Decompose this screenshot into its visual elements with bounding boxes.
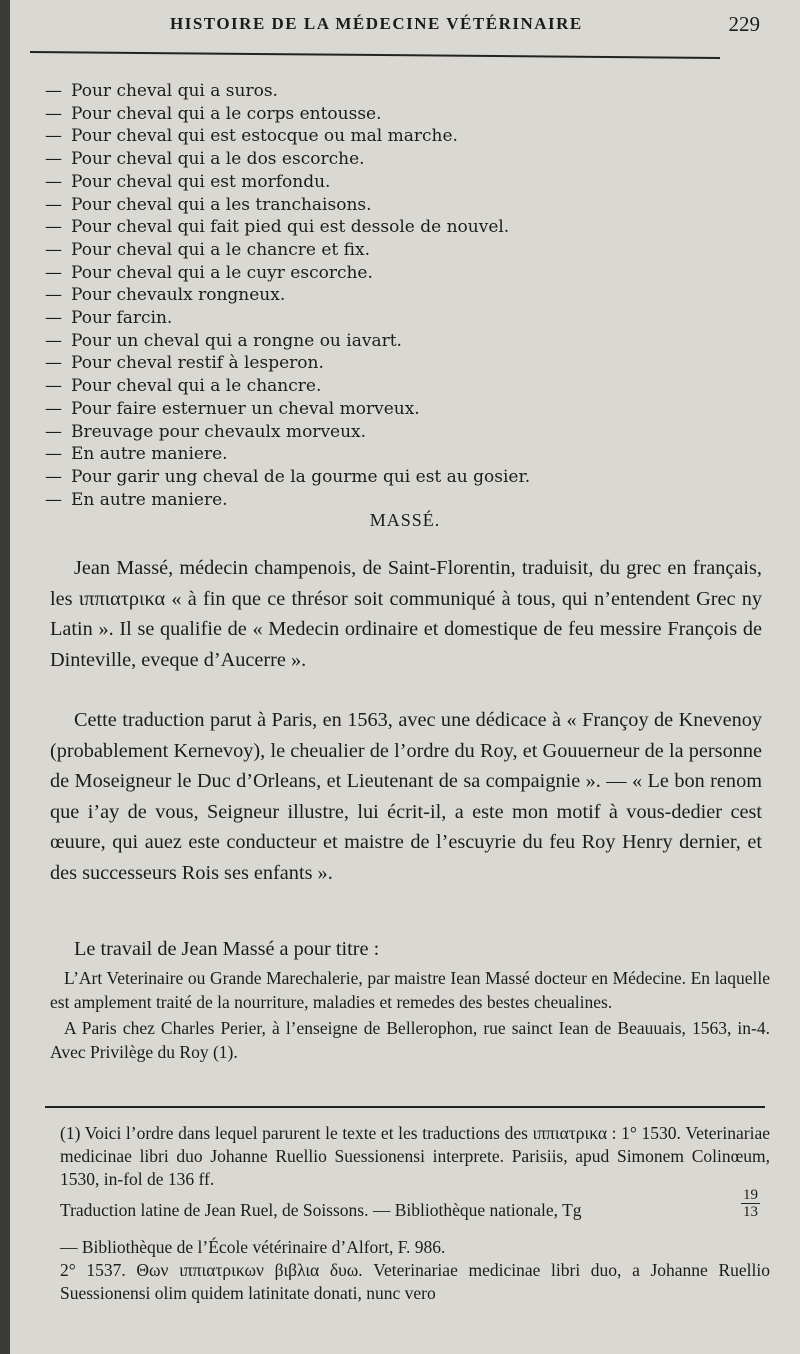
- shelfmark-fraction: $\frac{19}{13}$: [743, 1187, 758, 1220]
- list-item-text: Pour cheval qui est morfondu.: [71, 171, 331, 192]
- footnote-translation: Traduction latine de Jean Ruel, de Soissons. — Bibliothèque nationale, Tg $\frac{19}{13}$: [60, 1187, 758, 1220]
- list-item: [45, 421, 735, 444]
- list-item-text: Pour un cheval qui a rongne ou iavart.: [71, 330, 402, 351]
- list-item-text: Pour cheval qui a le corps entousse.: [71, 103, 382, 124]
- footnotes: [60, 1122, 770, 1305]
- list-item-text: Breuvage pour chevaulx morveux.: [71, 421, 367, 442]
- quote-imprint: A Paris chez Charles Perier, à l’enseigne de Bellerophon, rue sainct Iean de Beauuais, 1563, in-4. Avec Privilège du Roy (1).: [50, 1018, 770, 1062]
- list-dash: —: [45, 126, 62, 147]
- list-item: [45, 171, 735, 194]
- list-item: [45, 443, 735, 466]
- list-dash: —: [45, 171, 62, 192]
- list-item-text: Pour farcin.: [71, 308, 173, 329]
- list-item-text: Pour garir ung cheval de la gourme qui est au gosier.: [71, 466, 531, 487]
- list-dash: —: [45, 239, 62, 260]
- list-item-text: Pour cheval qui est estocque ou mal marche.: [71, 126, 458, 147]
- list-item: [45, 262, 735, 285]
- section-title: MASSÉ.: [369, 510, 441, 530]
- list-dash: —: [45, 376, 62, 397]
- list-item-text: Pour cheval qui a les tranchaisons.: [71, 194, 372, 215]
- list-dash: —: [45, 81, 62, 101]
- list-dash: —: [45, 466, 62, 487]
- list-item: [45, 352, 735, 375]
- list-item: [45, 80, 735, 103]
- list-item-text: Pour cheval qui a le chancre.: [71, 376, 322, 397]
- book-title-quote: [50, 966, 770, 1066]
- paragraph-2: Cette traduction parut à Paris, en 1563, avec une dédicace à « Françoy de Knevenoy (probablement Kernevoy), le cheualier de l’ordre du Roy, et Gouuerneur de la personne de Moseigneur le Duc d’Orleans, et Lieutenant de sa compaignie ». — « Le bon renom que i’ay de vous, Seigneur illustre, lui écrit-il, a este mon motif à vous-dedier cest œuure, qui auez este conducteur et maistre de l’escuyrie du feu Roy Henry dernier, et des successeurs Rois ses enfants ».: [50, 709, 762, 884]
- list-item-text: Pour cheval qui a le dos escorche.: [71, 149, 365, 170]
- list-dash: —: [45, 262, 62, 283]
- list-dash: —: [45, 285, 62, 306]
- quote-title: L’Art Veterinaire ou Grande Marechalerie, par maistre Iean Massé docteur en Médecine. En laquelle est amplement traité de la nourriture, maladies et remedes des bestes cheualines.: [50, 968, 770, 1012]
- footnote-alfort: — Bibliothèque de l’École vétérinaire d’Alfort, F. 986.: [60, 1237, 446, 1257]
- list-dash: —: [45, 398, 62, 419]
- list-dash: —: [45, 353, 62, 374]
- paragraph-1: Jean Massé, médecin champenois, de Saint-Florentin, traduisit, du grec en français, les ιππιατρικα « à fin que ce thrésor soit communiqué à tous, qui n’entendent Grec ny Latin ». Il se qualifie de « Medecin ordinaire et domestique de feu messire François de Dinteville, eveque d’Aucerre ».: [50, 557, 762, 671]
- list-item: [45, 284, 735, 307]
- list-item: [45, 125, 735, 148]
- remedy-list: [45, 80, 735, 511]
- list-dash: —: [45, 489, 62, 510]
- list-item-text: Pour cheval qui a le chancre et fix.: [71, 239, 370, 260]
- list-item: [45, 489, 735, 512]
- list-dash: —: [45, 103, 62, 124]
- list-item-text: Pour cheval qui a suros.: [71, 81, 278, 101]
- list-item: [45, 307, 735, 330]
- list-dash: —: [45, 330, 62, 351]
- list-dash: —: [45, 308, 62, 329]
- list-item: [45, 103, 735, 126]
- list-item: [45, 239, 735, 262]
- list-item-text: Pour cheval qui a le cuyr escorche.: [71, 262, 373, 283]
- list-item-text: En autre maniere.: [71, 444, 228, 465]
- list-item: [45, 466, 735, 489]
- running-title: HISTOIRE DE LA MÉDECINE VÉTÉRINAIRE: [170, 14, 583, 33]
- footnote-1: (1) Voici l’ordre dans lequel parurent le texte et les traductions des ιππιατρικα : 1° 1530. Veterinariae medicinae libri duo Johanne Ruellio Suessionensi interprete. Parisiis, apud Simonem Colinœum, 1530, in-fol de 136 ff.: [60, 1123, 770, 1189]
- footnote-rule: [45, 1106, 765, 1108]
- list-item-text: Pour cheval qui fait pied qui est dessole de nouvel.: [71, 217, 510, 238]
- list-dash: —: [45, 217, 62, 238]
- list-item: [45, 330, 735, 353]
- list-item-text: Pour faire esternuer un cheval morveux.: [71, 398, 420, 419]
- list-item: [45, 216, 735, 239]
- page-number: 229: [728, 12, 760, 36]
- list-item: [45, 194, 735, 217]
- list-dash: —: [45, 421, 62, 442]
- list-item: [45, 375, 735, 398]
- header-rule: [30, 51, 720, 59]
- list-item-text: Pour cheval restif à lesperon.: [71, 353, 324, 374]
- footnote-2: 2° 1537. Θων ιππιατρικων βιβλια δυω. Veterinariae medicinae libri duo, a Johanne Ruellio Suessionensi olim quidem latinitate donati, nunc vero: [60, 1260, 770, 1303]
- list-dash: —: [45, 149, 62, 170]
- list-item-text: Pour chevaulx rongneux.: [71, 285, 286, 306]
- paragraph-3: Le travail de Jean Massé a pour titre :: [74, 938, 380, 960]
- running-header: [30, 6, 760, 46]
- list-item-text: En autre maniere.: [71, 489, 228, 510]
- list-dash: —: [45, 444, 62, 465]
- book-page: [10, 0, 800, 1354]
- list-dash: —: [45, 194, 62, 215]
- list-item: [45, 398, 735, 421]
- list-item: [45, 148, 735, 171]
